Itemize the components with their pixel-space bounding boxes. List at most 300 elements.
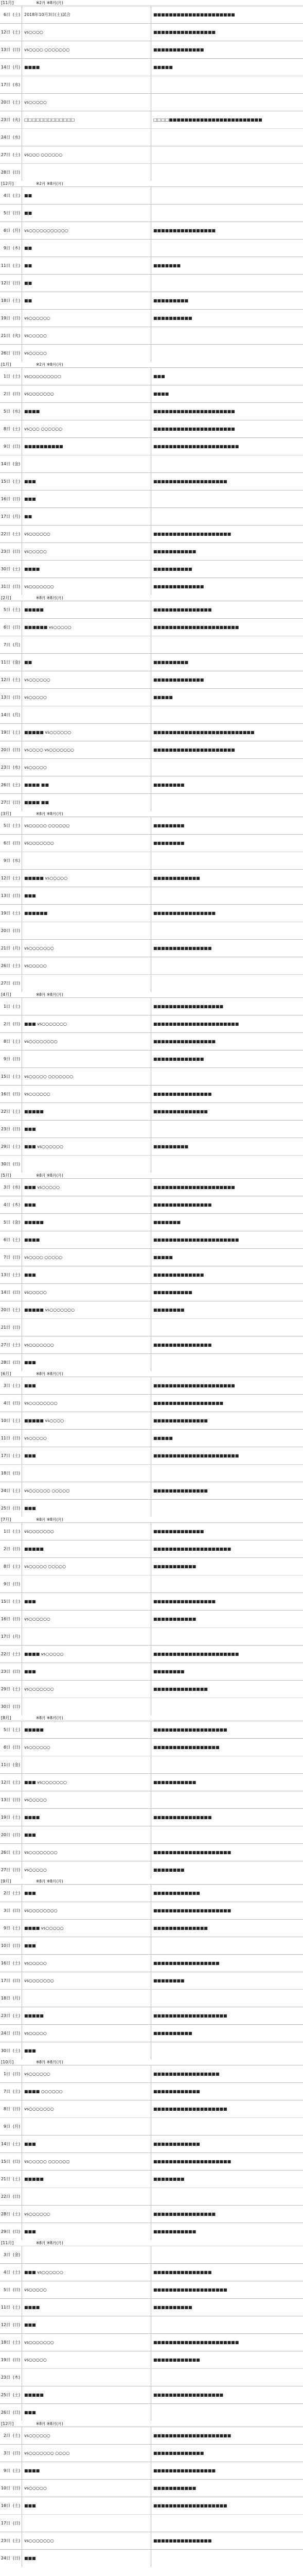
row-note	[151, 164, 303, 181]
row-note	[151, 1698, 303, 1715]
row-weekday: (日)	[12, 1255, 21, 1260]
schedule-row	[0, 1721, 303, 1738]
row-weekday: (日)	[12, 549, 21, 554]
schedule-row	[0, 1085, 303, 1103]
row-date: 16日	[1, 1961, 10, 1965]
row-note: ■■■■■■■■■■■■■■■■■■	[153, 1401, 224, 1405]
row-weekday: (日)	[12, 893, 21, 898]
row-note: ■■■■■■■■	[153, 783, 185, 787]
schedule-row	[0, 776, 303, 793]
month-subheader: ※2月 ※8月(月)	[36, 362, 63, 367]
row-note: ■■■■■■■■■■■	[153, 1564, 197, 1569]
schedule-row	[0, 2532, 303, 2549]
schedule-row	[0, 1698, 303, 1715]
row-date: 27日	[1, 1343, 10, 1347]
row-weekday: (土)	[12, 1273, 21, 1277]
row-weekday: (土)	[12, 1074, 21, 1079]
row-note: ■■■■■■■■■■■■■■■■■■■■■	[153, 1185, 235, 1190]
row-event: ■■■	[24, 1891, 36, 1895]
row-event: □□□□□□□□□□□□□	[24, 117, 75, 122]
schedule-row	[0, 128, 303, 146]
row-weekday: (日)	[12, 47, 21, 52]
row-note	[151, 636, 303, 653]
row-date: 9日	[3, 444, 10, 449]
row-weekday: (日)	[12, 444, 21, 449]
row-note	[151, 2188, 303, 2205]
row-date: 24日	[1, 135, 10, 140]
row-date: 4日	[3, 1401, 10, 1405]
schedule-row	[0, 1826, 303, 1843]
row-event: ■■■	[24, 1360, 36, 1365]
month-label: [12月]	[1, 181, 14, 186]
row-date: 23日	[1, 2375, 10, 2380]
row-note: ■■■■■■■■■■■■■■	[153, 1687, 208, 1691]
row-weekday: (日)	[12, 2031, 21, 2036]
schedule-row	[0, 187, 303, 204]
row-date: 28日	[1, 170, 10, 175]
row-weekday: (水)	[12, 135, 21, 140]
row-date: 23日	[1, 2013, 10, 2018]
schedule-row	[0, 41, 303, 58]
schedule-row	[0, 1680, 303, 1698]
row-event: ■■	[24, 193, 32, 198]
row-note	[151, 1319, 303, 1336]
row-event: vs○○○○○○○	[24, 392, 54, 396]
row-date: 24日	[1, 2556, 10, 2561]
row-weekday: (日)	[12, 2159, 21, 2164]
schedule-row	[0, 723, 303, 741]
row-date: 6日	[3, 228, 10, 233]
row-date: 9日	[3, 1582, 10, 1586]
row-weekday: (木)	[12, 1202, 21, 1207]
row-date: 20日	[1, 1833, 10, 1837]
row-event: ■■■	[24, 893, 36, 898]
row-note: ■■■■■■■■■■■■■	[153, 1057, 204, 1061]
row-note: ■■■■■■■■■	[153, 298, 189, 303]
row-weekday: (日)	[12, 2486, 21, 2490]
row-event: vs○○○○○	[24, 765, 47, 770]
row-event: vs○○○○○○○○○○○	[24, 228, 68, 233]
row-event: ■■■	[24, 1202, 36, 1207]
row-date: 3日	[3, 2252, 10, 2257]
month-header	[0, 0, 303, 5]
row-weekday: (日)	[12, 1669, 21, 1674]
row-event: vs○○○○○○	[24, 1617, 50, 1621]
schedule-row	[0, 292, 303, 309]
row-note: ■■■■■■■■■■	[153, 1290, 192, 1295]
row-date: 16日	[1, 1617, 10, 1621]
row-weekday: (土)	[12, 1850, 21, 1855]
row-date: 25日	[1, 2393, 10, 2397]
row-date: 9日	[3, 1057, 10, 1061]
schedule-row	[0, 1155, 303, 1173]
row-date: 22日	[1, 2194, 10, 2199]
row-weekday: (土)	[12, 2538, 21, 2543]
month-label: [4月]	[1, 992, 11, 997]
month-label: [7月]	[1, 1517, 11, 1522]
row-weekday: (土)	[12, 1599, 21, 1604]
row-weekday: (土)	[12, 2270, 21, 2275]
row-date: 16日	[1, 497, 10, 501]
row-note	[151, 1756, 303, 1773]
row-event: vs○○○○○	[24, 2287, 47, 2292]
schedule-row	[0, 618, 303, 636]
schedule-row	[0, 2246, 303, 2263]
row-note: ■■■■■■■■■■	[153, 2031, 192, 2036]
row-event: vs○○○○ ○○○○○	[24, 1255, 63, 1260]
row-date: 21日	[1, 1325, 10, 1330]
schedule-row	[0, 1318, 303, 1336]
row-date: 1日	[3, 1004, 10, 1009]
row-event	[22, 1465, 151, 1482]
row-date: 18日	[1, 1996, 10, 2001]
schedule-row	[0, 869, 303, 887]
row-weekday: (日)	[12, 392, 21, 396]
row-event: ■■■■■■ vs○○○○○	[24, 625, 72, 630]
schedule-row	[0, 1628, 303, 1645]
row-weekday: (月)	[12, 1996, 21, 2001]
schedule-row	[0, 1663, 303, 1680]
schedule-row	[0, 2153, 303, 2170]
row-date: 24日	[1, 1488, 10, 1493]
row-note	[151, 794, 303, 811]
row-weekday: (金)	[12, 2252, 21, 2257]
row-date: 21日	[1, 946, 10, 951]
row-note: □□□□■■■■■■■■■■■■■■■■■■■■■■■■	[153, 117, 262, 122]
row-date: 19日	[1, 911, 10, 916]
row-event: vs○○○ ○○○○○○	[24, 427, 63, 431]
row-date: 30日	[1, 1162, 10, 1166]
schedule-row	[0, 1213, 303, 1231]
month-subheader: ※8月 ※8月(月)	[36, 1878, 63, 1884]
row-note	[151, 706, 303, 723]
row-event: vs○○○○○○○○○	[24, 374, 61, 379]
row-note	[151, 2118, 303, 2135]
row-date: 11日	[1, 660, 10, 665]
schedule-row	[0, 525, 303, 543]
row-date: 23日	[1, 765, 10, 770]
row-note: ■■■■■■■■■	[153, 660, 189, 665]
schedule-row	[0, 688, 303, 706]
schedule-row	[0, 1103, 303, 1120]
row-date: 19日	[1, 1815, 10, 1820]
row-event	[22, 975, 151, 992]
row-note	[151, 2550, 303, 2567]
row-event: ■■	[24, 211, 32, 215]
row-note: ■■■■■■■■■■■■■■■	[153, 607, 212, 612]
row-note: ■■■■■■■■■■■	[153, 549, 197, 554]
row-event	[22, 1990, 151, 2007]
row-date: 17日	[1, 82, 10, 87]
row-note	[151, 1068, 303, 1085]
row-date: 1日	[3, 374, 10, 379]
row-weekday: (日)	[12, 695, 21, 700]
row-weekday: (日)	[12, 1162, 21, 1166]
row-event: ■■	[24, 246, 32, 250]
row-weekday: (日)	[12, 1092, 21, 1096]
row-note	[151, 1121, 303, 1138]
schedule-row	[0, 1902, 303, 1919]
schedule-row	[0, 367, 303, 385]
row-note: ■■■■■■■■■■■■■■■■■	[153, 2072, 220, 2076]
row-note: ■■■■■■■■■■■■■■■■■■■	[153, 479, 227, 484]
row-date: 18日	[1, 1471, 10, 1476]
row-date: 14日	[1, 2142, 10, 2146]
row-date: 29日	[1, 1144, 10, 1149]
row-event: ■■■■■ vs○○○○	[24, 1418, 64, 1423]
schedule-row	[0, 2514, 303, 2532]
row-note: ■■■■■■■■■■	[153, 316, 192, 320]
row-event: ■■■■■ vs○○○○○	[24, 876, 68, 880]
schedule-row	[0, 852, 303, 869]
row-weekday: (土)	[12, 1891, 21, 1895]
month-header	[0, 181, 303, 186]
row-date: 10日	[1, 2486, 10, 2490]
row-note: ■■■■■■■■■■■■■■■■■■■■■■	[153, 1453, 239, 1458]
row-date: 9日	[3, 2124, 10, 2129]
row-note: ■■■	[153, 374, 165, 379]
row-note: ■■■■■■■■■■■■■■■■■■■■	[153, 2433, 231, 2438]
row-note: ■■■■■■■■■■■■■■■	[153, 946, 212, 951]
schedule-row	[0, 2065, 303, 2082]
schedule-row	[0, 490, 303, 507]
row-note	[151, 187, 303, 204]
row-note	[151, 852, 303, 869]
row-event: ■■■	[24, 1943, 36, 1948]
row-weekday: (土)	[12, 730, 21, 735]
row-weekday: (日)	[12, 316, 21, 320]
row-event	[22, 129, 151, 146]
row-event: ■■	[24, 298, 32, 303]
schedule-row	[0, 1540, 303, 1557]
month-subheader: ※8月 ※8月(月)	[36, 595, 63, 600]
row-event: vs○○○○○○	[24, 2212, 50, 2216]
month-label: [11月]	[1, 2240, 14, 2245]
row-date: 2日	[3, 392, 10, 396]
row-note: ■■■■■■■■■■■■■■■■	[153, 1599, 216, 1604]
row-weekday: (水)	[12, 1185, 21, 1190]
row-note: ■■■■■■■■■■■	[153, 1780, 197, 1785]
row-weekday: (日)	[12, 625, 21, 630]
row-event: 2018年10月3日(土)試合	[24, 12, 70, 17]
schedule-row	[0, 1791, 303, 1808]
row-event: vs○○○ ○○○○○○	[24, 152, 63, 157]
month-header	[0, 1517, 303, 1522]
schedule-row	[0, 2316, 303, 2333]
row-date: 12日	[1, 677, 10, 682]
row-date: 12日	[1, 876, 10, 880]
row-weekday: (土)	[12, 2142, 21, 2146]
row-weekday: (日)	[12, 170, 21, 175]
schedule-row	[0, 939, 303, 957]
schedule-row	[0, 1522, 303, 1540]
schedule-row	[0, 1919, 303, 1937]
row-note: ■■■■■■■■■■■■■■■	[153, 2538, 212, 2543]
schedule-row	[0, 111, 303, 128]
row-note: ■■■■■■■■■■■■■■■■■■■	[153, 2503, 227, 2508]
row-date: 6日	[3, 12, 10, 17]
row-date: 3日	[3, 2451, 10, 2455]
row-weekday: (日)	[12, 1360, 21, 1365]
row-event	[22, 1319, 151, 1336]
row-weekday: (土)	[12, 876, 21, 880]
row-weekday: (日)	[12, 1745, 21, 1750]
row-date: 11日	[1, 1436, 10, 1440]
row-note: ■■■■■■■■■■■■■■■■■	[153, 1961, 220, 1965]
row-note	[151, 1826, 303, 1843]
row-date: 29日	[1, 1687, 10, 1691]
row-date: 27日	[1, 1868, 10, 1872]
row-event: ■■■	[24, 1506, 36, 1511]
row-weekday: (日)	[12, 928, 21, 933]
schedule-row	[0, 2135, 303, 2153]
row-weekday: (土)	[12, 30, 21, 35]
row-event	[22, 706, 151, 723]
schedule-row	[0, 1032, 303, 1050]
row-weekday: (日)	[12, 1022, 21, 1026]
row-weekday: (土)	[12, 1238, 21, 1242]
month-header	[0, 595, 303, 600]
row-note	[151, 146, 303, 163]
row-event: vs○○○○○	[24, 333, 47, 338]
schedule-row	[0, 1954, 303, 1972]
schedule-row	[0, 1231, 303, 1248]
row-event	[22, 2369, 151, 2386]
row-date: 10日	[1, 1418, 10, 1423]
row-weekday: (土)	[12, 1926, 21, 1930]
row-event: vs○○○○○○○	[24, 1529, 54, 1534]
schedule-row	[0, 2117, 303, 2135]
row-weekday: (土)	[12, 100, 21, 105]
row-event: ■■■ vs○○○○○	[24, 1185, 60, 1190]
row-event	[22, 1050, 151, 1067]
row-date: 16日	[1, 1092, 10, 1096]
row-weekday: (土)	[12, 1039, 21, 1044]
row-weekday: (日)	[12, 1471, 21, 1476]
row-weekday: (土)	[12, 2503, 21, 2508]
schedule-row	[0, 1482, 303, 1499]
row-weekday: (土)	[12, 2089, 21, 2094]
row-event: ■■■	[24, 2556, 36, 2561]
row-event: vs○○○○○	[24, 1961, 47, 1965]
row-event: ■■■■	[24, 1815, 40, 1820]
row-note: ■■■■■■■■	[153, 1669, 185, 1674]
schedule-row	[0, 1050, 303, 1067]
row-note: ■■■■■■■■■■■■■■■■	[153, 911, 216, 916]
schedule-row	[0, 222, 303, 239]
row-note: ■■■■■■■■■■■■■■■■■■■■	[153, 2159, 231, 2164]
row-weekday: (火)	[12, 333, 21, 338]
row-date: 5日	[3, 1220, 10, 1225]
schedule-row	[0, 1610, 303, 1628]
schedule-row	[0, 2549, 303, 2567]
row-weekday: (日)	[12, 211, 21, 215]
row-weekday: (土)	[12, 2013, 21, 2018]
month-label: [5月]	[1, 1173, 11, 1178]
row-event: vs○○○○○○○	[24, 2107, 54, 2111]
row-date: 20日	[1, 928, 10, 933]
month-header	[0, 1371, 303, 1376]
row-weekday: (水)	[12, 82, 21, 87]
month-label: [9月]	[1, 1878, 11, 1884]
row-note	[151, 759, 303, 776]
row-event	[22, 1698, 151, 1715]
row-date: 18日	[1, 2340, 10, 2345]
row-event: vs○○○○○○	[24, 532, 50, 536]
schedule-row	[0, 653, 303, 671]
row-event	[22, 636, 151, 653]
row-event: vs○○○○○ ○○○○○○○	[24, 1074, 74, 1079]
row-date: 13日	[1, 893, 10, 898]
row-weekday: (日)	[12, 497, 21, 501]
row-date: 17日	[1, 1453, 10, 1458]
row-event: vs○○○○ ○○○○○○○	[24, 47, 70, 52]
schedule-row	[0, 239, 303, 257]
row-note: ■■■■■■■■	[153, 1978, 185, 1983]
row-note	[151, 2316, 303, 2333]
row-date: 16日	[1, 2503, 10, 2508]
row-weekday: (土)	[12, 1961, 21, 1965]
row-event: vs○○○○○ ○○○○○○	[24, 2159, 70, 2164]
schedule-row	[0, 1120, 303, 1138]
row-weekday: (木)	[12, 2375, 21, 2380]
row-date: 8日	[3, 427, 10, 431]
row-date: 20日	[1, 100, 10, 105]
row-date: 30日	[1, 2048, 10, 2053]
schedule-row	[0, 887, 303, 904]
row-date: 20日	[1, 748, 10, 752]
row-note: ■■■■■■■■■■■■■	[153, 1529, 204, 1534]
row-date: 4日	[3, 193, 10, 198]
month-label: [1月]	[1, 362, 11, 367]
row-weekday: (日)	[12, 1401, 21, 1405]
row-note	[151, 1990, 303, 2007]
row-event	[22, 455, 151, 472]
row-weekday: (日)	[12, 2229, 21, 2234]
row-date: 1日	[3, 1529, 10, 1534]
row-weekday: (日)	[12, 1798, 21, 1802]
row-weekday: (土)	[12, 263, 21, 268]
row-date: 6日	[3, 1238, 10, 1242]
row-date: 9日	[3, 246, 10, 250]
row-date: 6日	[3, 841, 10, 845]
row-event: ■■■	[24, 1833, 36, 1837]
schedule-row	[0, 2444, 303, 2462]
row-weekday: (木)	[12, 246, 21, 250]
row-note	[151, 205, 303, 222]
row-weekday: (土)	[12, 374, 21, 379]
row-date: 23日	[1, 1669, 10, 1674]
row-note	[151, 1354, 303, 1371]
schedule-row	[0, 1808, 303, 1826]
schedule-row	[0, 2427, 303, 2444]
schedule-row	[0, 2042, 303, 2059]
month-subheader: ※2月 ※8月(月)	[36, 181, 63, 186]
row-date: 23日	[1, 549, 10, 554]
row-event: vs○○○○○	[24, 963, 47, 968]
row-event: ■■■■■	[24, 607, 44, 612]
schedule-row	[0, 2024, 303, 2042]
schedule-row	[0, 834, 303, 852]
schedule-row	[0, 1557, 303, 1575]
row-date: 5日	[3, 409, 10, 414]
month-subheader: ※8月 ※8月(月)	[36, 2240, 63, 2245]
row-event	[22, 2515, 151, 2532]
row-note: ■■■■■■■■■■■■	[153, 876, 200, 880]
month-header	[0, 1173, 303, 1178]
row-weekday: (土)	[12, 1652, 21, 1656]
row-event: vs○○○○○○	[24, 1092, 50, 1096]
